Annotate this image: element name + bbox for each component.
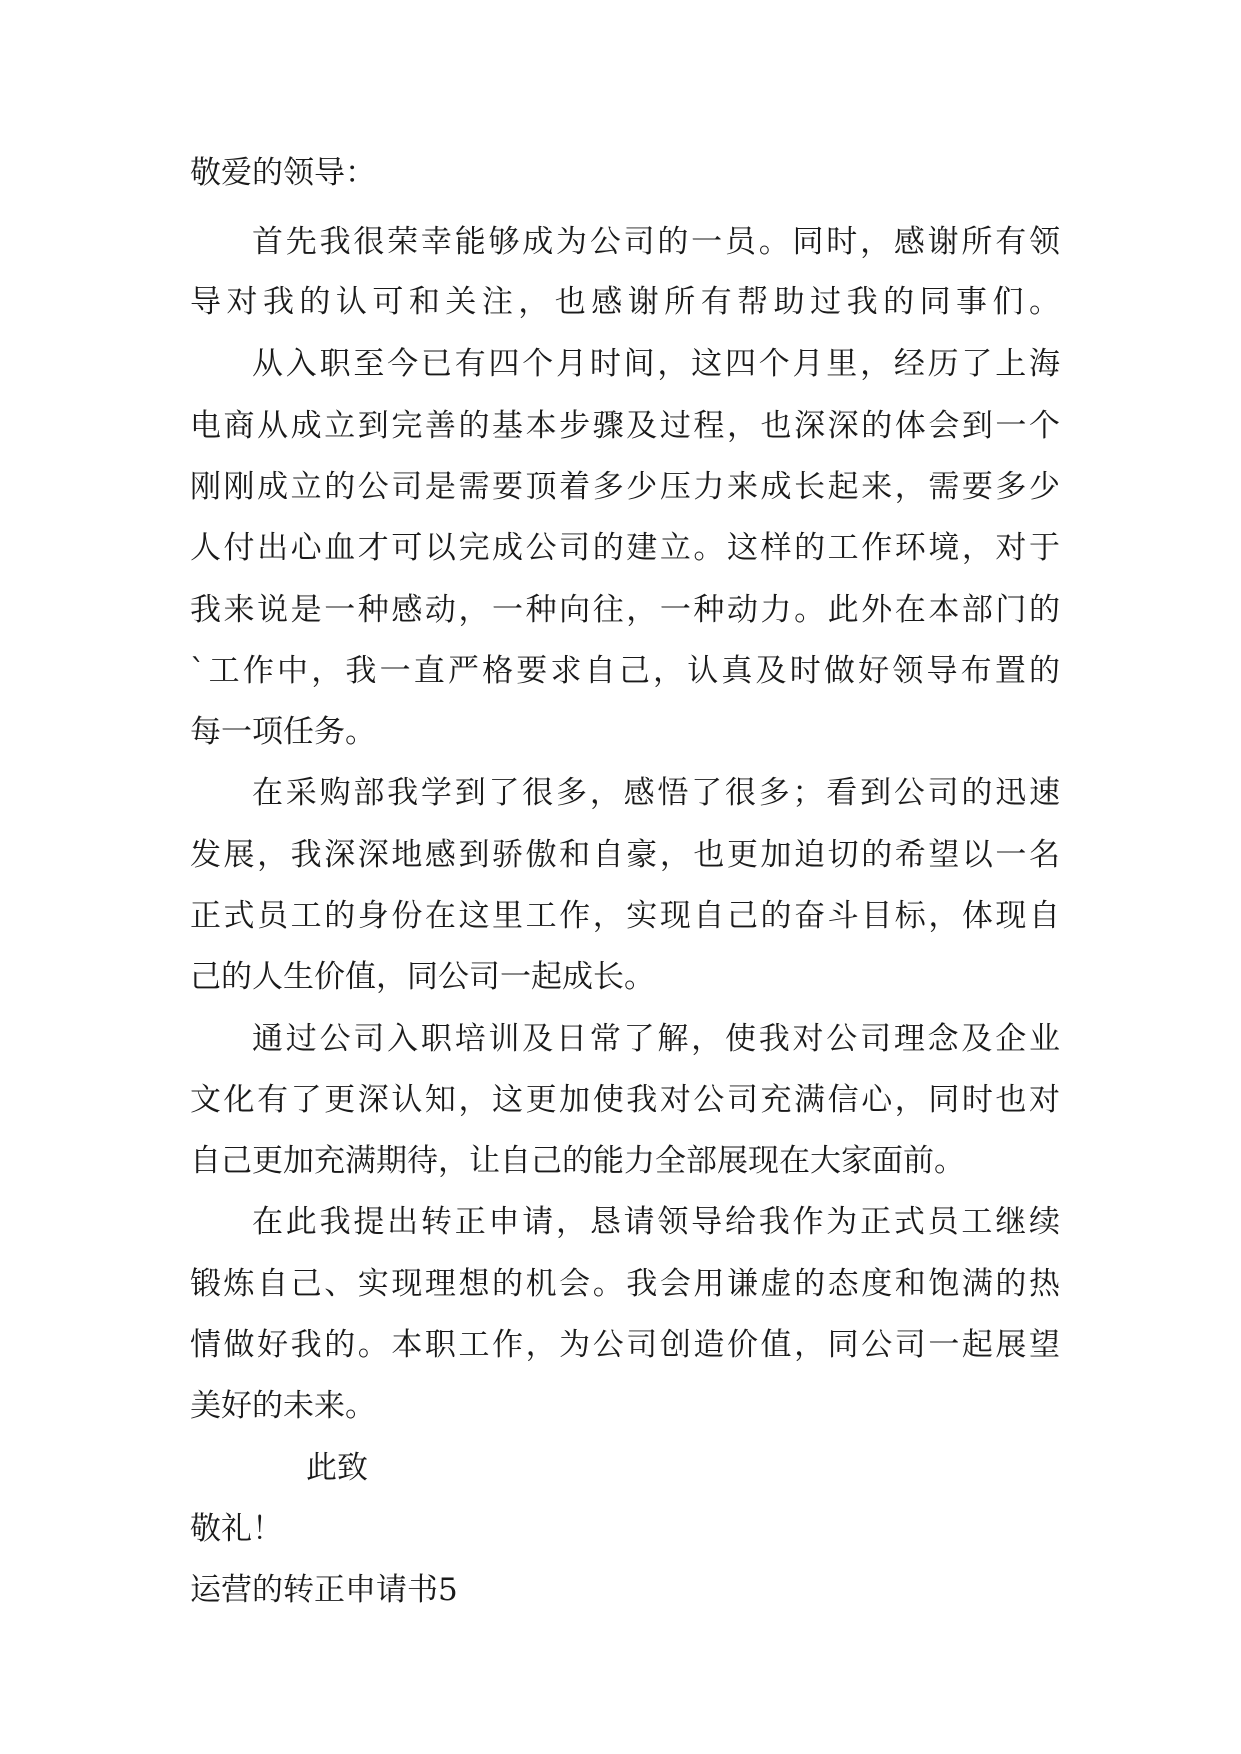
paragraph-5-line-1: 在此我提出转正申请，恳请领导给我作为正式员工继续	[252, 1204, 1060, 1240]
paragraph-2-line-1: 从入职至今已有四个月时间，这四个月里，经历了上海	[252, 346, 1060, 382]
paragraph-2-line-4: 人付出心血才可以完成公司的建立。这样的工作环境，对于	[190, 530, 1060, 566]
regards-text: 敬礼！	[190, 1511, 283, 1547]
paragraph-2-line-3: 刚刚成立的公司是需要顶着多少压力来成长起来，需要多少	[190, 469, 1060, 505]
paragraph-1-line-1: 首先我很荣幸能够成为公司的一员。同时，感谢所有领	[252, 224, 1060, 260]
paragraph-4-line-3: 自己更加充满期待，让自己的能力全部展现在大家面前。	[190, 1143, 965, 1179]
paragraph-1-line-2: 导对我的认可和关注，也感谢所有帮助过我的同事们。	[190, 284, 1060, 320]
paragraph-3-line-3: 正式员工的身份在这里工作，实现自己的奋斗目标，体现自	[190, 898, 1060, 934]
paragraph-3-line-1: 在采购部我学到了很多，感悟了很多；看到公司的迅速	[252, 775, 1060, 811]
paragraph-5-line-4: 美好的未来。	[190, 1388, 376, 1424]
paragraph-4-line-2: 文化有了更深认知，这更加使我对公司充满信心，同时也对	[190, 1082, 1060, 1118]
paragraph-2-line-5: 我来说是一种感动，一种向往，一种动力。此外在本部门的	[190, 592, 1060, 628]
closing-text: 此致	[306, 1450, 368, 1486]
paragraph-3-line-2: 发展，我深深地感到骄傲和自豪，也更加迫切的希望以一名	[190, 837, 1060, 873]
paragraph-2-line-2: 电商从成立到完善的基本步骤及过程，也深深的体会到一个	[190, 408, 1060, 444]
paragraph-3-line-4: 己的人生价值，同公司一起成长。	[190, 959, 655, 995]
next-section-title: 运营的转正申请书5	[190, 1572, 458, 1608]
salutation: 敬爱的领导：	[190, 155, 376, 191]
paragraph-5-line-3: 情做好我的。本职工作，为公司创造价值，同公司一起展望	[190, 1327, 1060, 1363]
paragraph-4-line-1: 通过公司入职培训及日常了解，使我对公司理念及企业	[252, 1021, 1060, 1057]
paragraph-2-line-7: 每一项任务。	[190, 714, 376, 750]
paragraph-5-line-2: 锻炼自己、实现理想的机会。我会用谦虚的态度和饱满的热	[190, 1266, 1060, 1302]
paragraph-2-line-6: `工作中，我一直严格要求自己，认真及时做好领导布置的	[190, 653, 1060, 689]
